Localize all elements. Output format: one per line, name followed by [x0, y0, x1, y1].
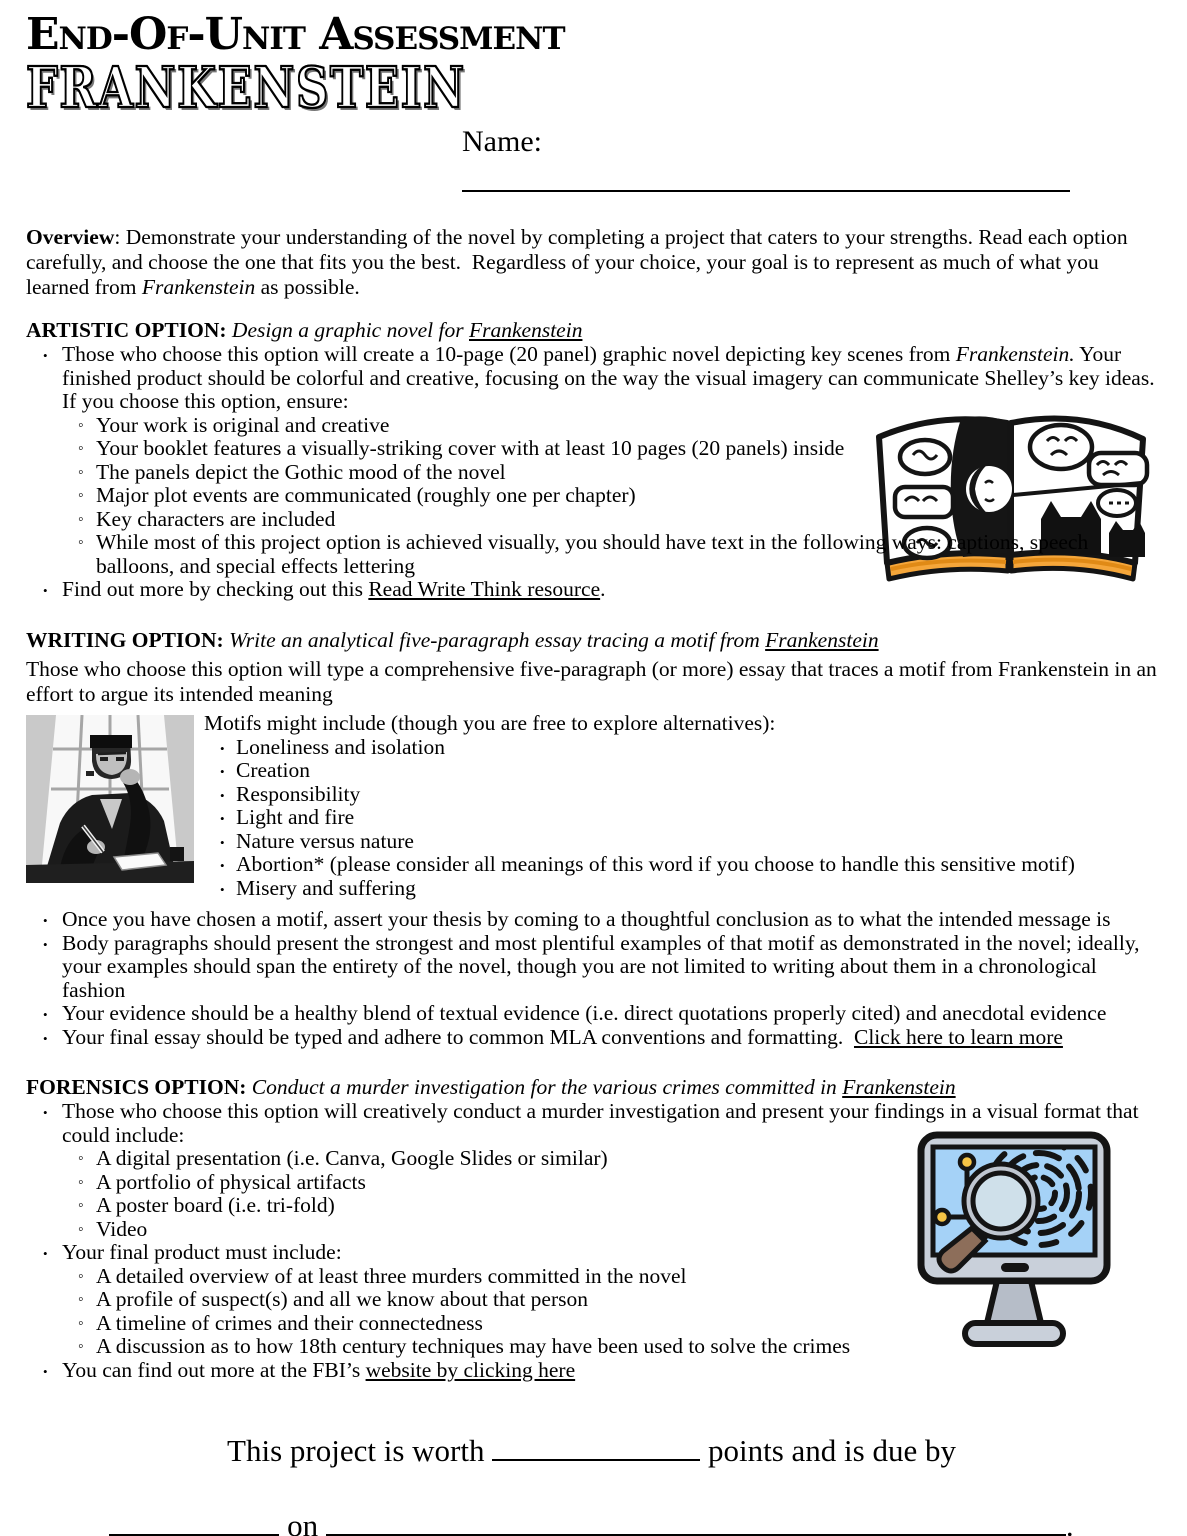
section-forensics-option	[26, 1075, 1157, 1382]
list-item	[40, 908, 1157, 932]
section-writing-option	[26, 627, 1163, 1050]
writing-heading-label: WRITING OPTION:	[26, 627, 230, 652]
name-blank	[462, 160, 1070, 192]
artistic-sub-bullet: Major plot events are communicated (roughly one per chapter)	[96, 483, 636, 508]
time-blank	[109, 1503, 279, 1536]
points-due-line	[26, 1428, 1157, 1471]
artistic-resource-text-end: .	[600, 577, 606, 602]
writing-mla-text: Your final essay should be typed and adhere to common MLA conventions and formatting.	[62, 1024, 854, 1049]
footer	[26, 1428, 1157, 1536]
name-line	[462, 124, 1157, 201]
artistic-resource-list	[26, 578, 1157, 602]
motifs-body	[204, 711, 1157, 901]
artistic-sub-bullet-list	[78, 414, 1157, 579]
motif-item: Light and fire	[236, 805, 355, 830]
artistic-sub-bullet: Key characters are included	[96, 506, 336, 531]
list-item	[78, 1312, 1157, 1336]
overview-paragraph	[26, 225, 1157, 300]
artistic-heading-frankenstein-link[interactable]: Frankenstein	[469, 318, 583, 343]
motif-list	[220, 736, 1157, 901]
list-item	[78, 531, 1157, 578]
forensics-heading-label: FORENSICS OPTION:	[26, 1075, 252, 1100]
forensics-sub-bullet: Video	[96, 1216, 148, 1241]
date-blank	[326, 1503, 1066, 1536]
artistic-sub-bullet: Your work is original and creative	[96, 412, 390, 437]
name-label: Name:	[462, 125, 550, 159]
artistic-bullet1-text-end: Your finished product should be colorful and creative, focusing on the way the visual imagery can communicate Shelley’s key ideas. If you choose this option, ensure:	[62, 342, 1166, 414]
artistic-bullet1-text: Those who choose this option will create a 10-page (20 panel) graphic novel depicting key scenes from	[62, 342, 956, 367]
frankenstein-illustration	[26, 715, 194, 883]
artistic-heading	[26, 318, 1157, 343]
page-subtitle: FRANKENSTEIN	[26, 55, 466, 122]
list-item	[220, 736, 1157, 760]
forensics-sub-bullet: A portfolio of physical artifacts	[96, 1169, 366, 1194]
forensics-bullet: Your final product must include:	[62, 1240, 342, 1265]
overview-italic-title: Frankenstein	[141, 275, 256, 300]
forensics-fbi-text: You can find out more at the FBI’s	[62, 1357, 366, 1382]
points-blank	[492, 1428, 700, 1461]
list-item	[220, 830, 1157, 854]
motifs-label-text: Motifs might include (though you are free to explore alternatives):	[204, 710, 776, 735]
motif-item: Abortion* (please consider all meanings of this word if you choose to handle this sensitive motif)	[236, 852, 1075, 877]
forensics-heading	[26, 1075, 1157, 1100]
list-item	[78, 1147, 1157, 1171]
writing-intro-text: Those who choose this option will type a comprehensive five-paragraph (or more) essay that traces a motif from Frankenstein in an effort to argue its intended meaning	[26, 656, 1163, 706]
forensics-bullet-list-3	[26, 1359, 1157, 1383]
list-item	[40, 1026, 1157, 1050]
forensics-sub-list-2	[78, 1265, 1157, 1359]
motifs-block	[26, 711, 1157, 901]
list-item	[78, 1218, 1157, 1242]
forensics-heading-subtitle: Conduct a murder investigation for the various crimes committed in	[251, 1075, 843, 1100]
forensics-bullet: Those who choose this option will creatively conduct a murder investigation and present your findings in a visual format that could include:	[62, 1099, 1144, 1147]
list-item	[220, 759, 1157, 783]
forensics-sub-bullet: A discussion as to how 18th century techniques may have been used to solve the crimes	[96, 1334, 851, 1359]
writing-heading-frankenstein-link[interactable]: Frankenstein	[765, 627, 879, 652]
header	[26, 9, 1157, 201]
forensics-sub-bullet: A detailed overview of at least three murders committed in the novel	[96, 1263, 687, 1288]
list-item	[40, 1359, 1157, 1383]
writing-bullet-list	[26, 908, 1157, 1049]
overview-text: : Demonstrate your understanding of the novel by completing a project that caters to your strengths. Read each option carefully, and choose the one that fits you the best. Regardless of your choice, your goal is to represent as much of what you learned from	[26, 225, 1133, 300]
list-item	[220, 783, 1157, 807]
artistic-sub-bullet: Your booklet features a visually-striking cover with at least 10 pages (20 panels) inside	[96, 436, 845, 461]
motif-item: Responsibility	[236, 781, 361, 806]
list-item	[220, 877, 1157, 901]
date-line	[26, 1503, 1157, 1536]
list-item	[78, 437, 1157, 461]
forensics-sub-bullet: A profile of suspect(s) and all we know about that person	[96, 1287, 588, 1312]
motif-item: Loneliness and isolation	[236, 734, 445, 759]
list-item	[40, 932, 1157, 1003]
overview-label: Overview	[26, 225, 115, 250]
forensics-sub-list-1	[78, 1147, 1157, 1241]
motifs-label	[204, 711, 1157, 736]
list-item	[40, 1241, 1157, 1265]
list-item	[220, 853, 1157, 877]
overview-text-end: as possible.	[255, 275, 360, 300]
footer-text: on	[279, 1508, 326, 1536]
artistic-heading-subtitle: Design a graphic novel for	[231, 318, 469, 343]
forensics-bullet-list-2	[26, 1241, 1157, 1265]
fbi-website-link[interactable]: website by clicking here	[365, 1357, 576, 1382]
list-item	[40, 342, 1166, 414]
motif-item: Misery and suffering	[236, 875, 416, 900]
motif-item: Nature versus nature	[236, 828, 414, 853]
artistic-sub-bullet: The panels depict the Gothic mood of the novel	[96, 459, 506, 484]
page-title: End-Of-Unit Assessment	[26, 9, 565, 60]
mla-learn-more-link[interactable]: Click here to learn more	[853, 1024, 1063, 1049]
read-write-think-link[interactable]: Read Write Think resource	[368, 577, 601, 602]
writing-bullet: Body paragraphs should present the strongest and most plentiful examples of that motif as demonstrated in the novel; ideally, your examples should span the entirety of the novel, though you are not limited to writing about them in a chronological fashion	[62, 930, 1145, 1002]
writing-bullet: Once you have chosen a motif, assert your thesis by coming to a thoughtful conclusion as to what the intended message is	[62, 907, 1111, 932]
writing-heading	[26, 628, 1157, 653]
list-item	[40, 578, 1157, 602]
footer-text: points and is due by	[700, 1433, 956, 1469]
list-item	[78, 1265, 1157, 1289]
footer-text: This project is worth	[227, 1433, 493, 1469]
artistic-bullet-list	[26, 342, 1166, 414]
artistic-sub-bullet: While most of this project option is achieved visually, you should have text in the following ways: captions, speech balloons, and special effects lettering	[96, 530, 1094, 578]
list-item	[78, 508, 1157, 532]
forensics-sub-bullet: A digital presentation (i.e. Canva, Google Slides or similar)	[96, 1146, 608, 1171]
writing-bullet: Your evidence should be a healthy blend of textual evidence (i.e. direct quotations properly cited) and anecdotal evidence	[62, 1001, 1107, 1026]
artistic-bullet1-italic: Frankenstein.	[955, 342, 1075, 367]
list-item	[78, 461, 1157, 485]
forensics-heading-frankenstein-link[interactable]: Frankenstein	[842, 1075, 956, 1100]
list-item	[78, 1288, 1157, 1312]
footer-period: .	[1065, 1508, 1074, 1536]
forensics-sub-bullet: A timeline of crimes and their connectedness	[96, 1310, 483, 1335]
artistic-heading-label: ARTISTIC OPTION:	[26, 318, 232, 343]
forensics-sub-bullet: A poster board (i.e. tri-fold)	[96, 1193, 335, 1218]
artistic-resource-text: Find out more by checking out this	[62, 577, 369, 602]
list-item	[40, 1100, 1157, 1147]
list-item	[220, 806, 1157, 830]
list-item	[78, 1194, 1157, 1218]
list-item	[78, 414, 1157, 438]
forensics-bullet-list-1	[26, 1100, 1157, 1147]
writing-intro	[26, 656, 1163, 707]
writing-heading-subtitle: Write an analytical five-paragraph essay tracing a motif from	[229, 627, 766, 652]
section-artistic-option	[26, 318, 1166, 602]
motif-item: Creation	[236, 758, 311, 783]
list-item	[78, 484, 1157, 508]
list-item	[40, 1002, 1157, 1026]
list-item	[78, 1171, 1157, 1195]
list-item	[78, 1335, 1157, 1359]
